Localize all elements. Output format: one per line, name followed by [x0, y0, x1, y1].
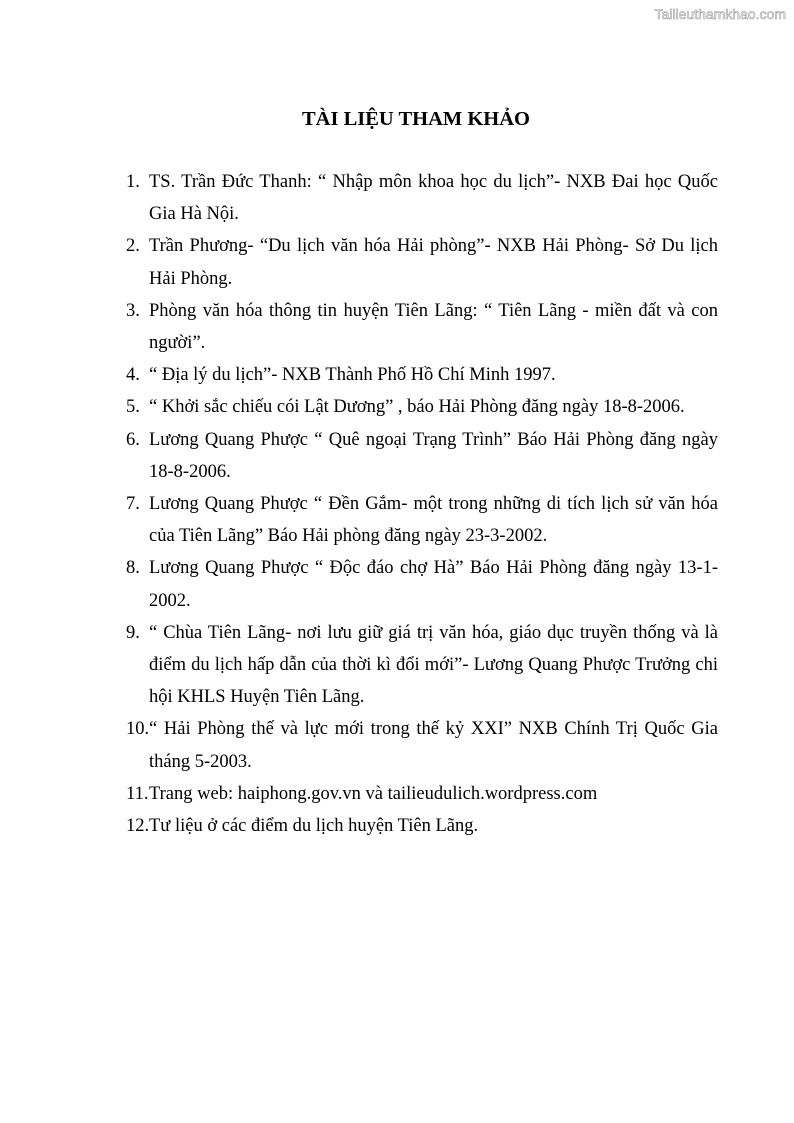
reference-item — [126, 166, 718, 230]
watermark: Tailieuthamkhao.com — [654, 6, 786, 22]
reference-number: 10. — [126, 719, 150, 740]
reference-text: Trần Phương- “Du lịch văn hóa Hải phòng”- NXB Hải Phòng- Sở Du lịch Hải Phòng. — [149, 236, 718, 289]
reference-number: 6. — [126, 429, 140, 450]
reference-item — [126, 552, 718, 616]
reference-item — [126, 359, 718, 391]
reference-item — [126, 778, 718, 810]
reference-number: 1. — [126, 172, 140, 192]
reference-number: 12. — [126, 816, 150, 837]
reference-number: 2. — [126, 236, 140, 257]
reference-number: 9. — [126, 622, 140, 643]
reference-number: 8. — [126, 558, 140, 579]
reference-text: “ Hải Phòng thế và lực mới trong thế kỷ XXI” NXB Chính Trị Quốc Gia tháng 5-2003. — [149, 719, 718, 772]
reference-list — [126, 166, 718, 842]
page-title: TÀI LIỆU THAM KHẢO — [301, 108, 530, 130]
reference-text: “ Khởi sắc chiếu cói Lật Dương” , báo Hải Phòng đăng ngày 18-8-2006. — [149, 397, 685, 418]
reference-item — [126, 424, 718, 488]
reference-text: TS. Trần Đức Thanh: “ Nhập môn khoa học du lịch”- NXB Đai học Quốc Gia Hà Nội. — [149, 172, 718, 225]
reference-text: Tư liệu ở các điểm du lịch huyện Tiên Lãng. — [149, 816, 479, 837]
reference-text: Lương Quang Phược “ Đền Gắm- một trong những di tích lịch sử văn hóa của Tiên Lãng” Báo Hải phòng đăng ngày 23-3-2002. — [149, 494, 718, 547]
reference-text: “ Chùa Tiên Lãng- nơi lưu giữ giá trị văn hóa, giáo dục truyền thống và là điểm du lịch hấp dẫn của thời kì đổi mới”- Lương Quang Phược Trưởng chi hội KHLS Huyện Tiên Lãng. — [149, 622, 718, 708]
reference-item — [126, 488, 718, 552]
reference-number: 5. — [126, 397, 140, 418]
reference-text: Lương Quang Phược “ Quê ngoại Trạng Trình” Báo Hải Phòng đăng ngày 18-8-2006. — [149, 429, 718, 482]
reference-item — [126, 617, 718, 714]
reference-text: Lương Quang Phược “ Độc đáo chợ Hà” Báo Hải Phòng đăng ngày 13-1-2002. — [149, 558, 718, 611]
reference-text: Phòng văn hóa thông tin huyện Tiên Lãng: “ Tiên Lãng - miền đất và con người”. — [149, 300, 718, 354]
reference-number: 3. — [126, 300, 140, 321]
reference-item — [126, 810, 718, 842]
reference-text: “ Địa lý du lịch”- NXB Thành Phố Hồ Chí Minh 1997. — [149, 365, 556, 386]
reference-item — [126, 295, 718, 359]
reference-text: Trang web: haiphong.gov.vn và tailieudulich.wordpress.com — [149, 783, 598, 804]
reference-number: 7. — [126, 494, 140, 515]
reference-item — [126, 230, 718, 294]
reference-number: 11. — [126, 783, 149, 804]
reference-item — [126, 391, 718, 423]
reference-item — [126, 713, 718, 777]
reference-number: 4. — [126, 365, 140, 386]
